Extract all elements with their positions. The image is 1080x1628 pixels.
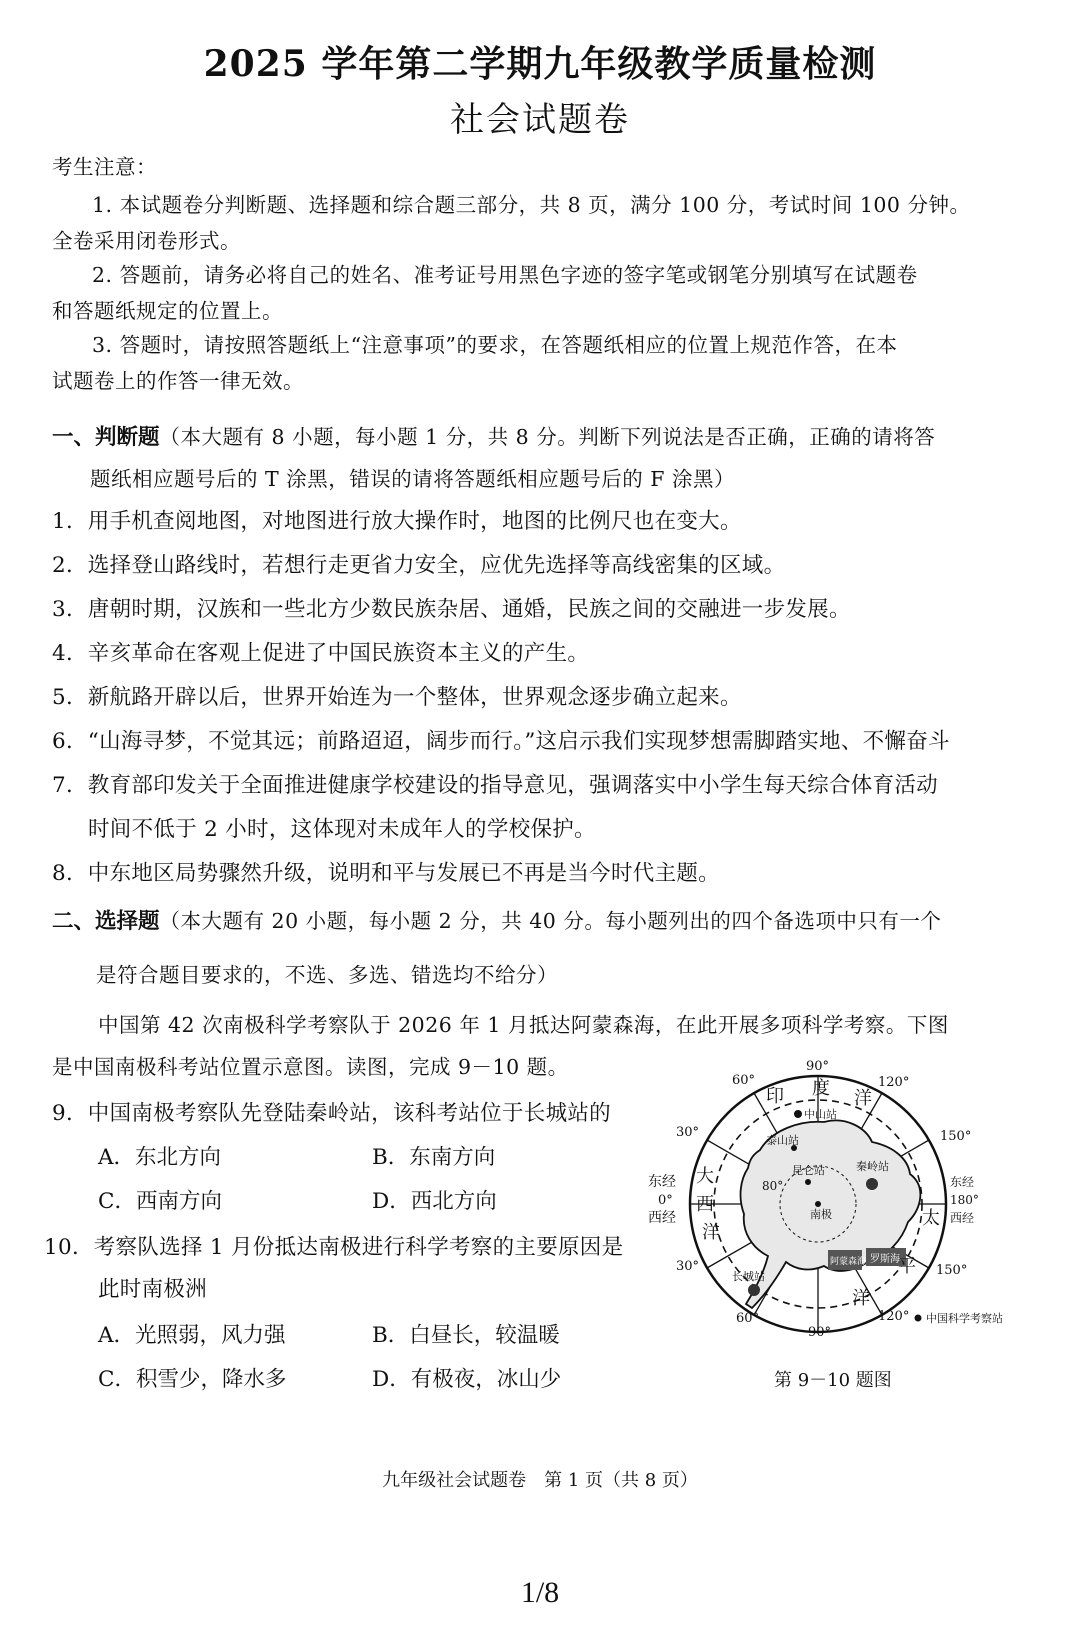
ocean-pacific-1: 太: [922, 1208, 940, 1229]
section2-header: [52, 904, 941, 935]
notice-item: 试题卷上的作答一律无效。: [52, 369, 304, 393]
judge-question-6: 6．“山海寻梦，不觉其远；前路迢迢，阔步而行。”这启示我们实现梦想需脚踏实地、不懈奋斗: [52, 729, 950, 754]
label-30-l: 30°: [676, 1125, 700, 1140]
material-intro-cont: 是中国南极科考站位置示意图。读图，完成 9－10 题。: [52, 1055, 569, 1079]
label-qinling: 秦岭站: [856, 1160, 889, 1173]
qinling-station-marker: [866, 1178, 878, 1190]
notice-item: 2. 答题前，请务必将自己的姓名、准考证号用黑色字迹的签字笔或钢笔分别填写在试题卷: [92, 263, 918, 287]
judge-question-3: 3．唐朝时期，汉族和一些北方少数民族杂居、通婚，民族之间的交融进一步发展。: [52, 597, 851, 622]
q9-option-d: D．西北方向: [372, 1189, 497, 1214]
ocean-indian-3: 洋: [854, 1088, 872, 1109]
judge-question-4: 4．辛亥革命在客观上促进了中国民族资本主义的产生。: [52, 641, 590, 666]
section2-desc-cont: 是符合题目要求的，不选、多选、错选均不给分）: [96, 963, 558, 987]
label-60-tl: 60°: [732, 1073, 756, 1088]
judge-question-1: 1．用手机查阅地图，对地图进行放大操作时，地图的比例尺也在变大。: [52, 509, 742, 534]
ocean-atlantic-2: 西: [696, 1194, 714, 1215]
notice-item: 1. 本试题卷分判断题、选择题和综合题三部分，共 8 页，满分 100 分，考试时间 100 分钟。: [92, 193, 971, 217]
section2-desc: （本大题有 20 小题，每小题 2 分，共 40 分。每小题列出的四个备选项中只有一个: [159, 909, 942, 933]
label-south-pole: 南极: [810, 1208, 832, 1221]
section1-desc-cont: 题纸相应题号后的 T 涂黑，错误的请将答题纸相应题号后的 F 涂黑）: [90, 467, 735, 491]
q9-option-b: B．东南方向: [372, 1145, 496, 1170]
label-west-r: 西经: [950, 1211, 975, 1225]
section1-header: [52, 420, 935, 451]
q10-option-d: D．有极夜，冰山少: [372, 1367, 562, 1392]
map-legend: [915, 1311, 1004, 1325]
judge-question-8: 8．中东地区局势骤然升级，说明和平与发展已不再是当今时代主题。: [52, 861, 720, 886]
label-taishan: 泰山站: [766, 1134, 799, 1147]
label-kunlun: 昆仑站: [792, 1164, 825, 1177]
label-west-l: 西经: [648, 1210, 676, 1226]
judge-question-7-cont: 时间不低于 2 小时，这体现对未成年人的学校保护。: [88, 817, 596, 842]
q10-option-a: A．光照弱，风力强: [98, 1323, 286, 1348]
label-90-top: 90°: [806, 1059, 830, 1074]
label-zhongshan: 中山站: [804, 1108, 837, 1121]
ocean-pacific-3: 洋: [852, 1288, 870, 1309]
exam-title: 2025 学年第二学期九年级教学质量检测: [203, 43, 877, 85]
notice-item: 3. 答题时，请按照答题纸上“注意事项”的要求，在答题纸相应的位置上规范作答，在本: [92, 333, 898, 357]
legend-label: 中国科学考察站: [926, 1312, 1003, 1325]
judge-question-2: 2．选择登山路线时，若想行走更省力安全，应优先选择等高线密集的区域。: [52, 553, 786, 578]
notice-item: 和答题纸规定的位置上。: [52, 299, 283, 323]
label-zero: 0°: [658, 1193, 673, 1208]
label-east-r: 东经: [950, 1175, 975, 1189]
ocean-atlantic-3: 洋: [702, 1222, 720, 1243]
ocean-indian-2: 度: [812, 1078, 830, 1099]
label-30-bl: 30°: [676, 1259, 700, 1274]
label-180: 180°: [950, 1193, 979, 1207]
section1-title: 一、判断题: [52, 425, 160, 450]
label-150-r: 150°: [940, 1129, 972, 1144]
exam-subtitle: 社会试题卷: [450, 100, 630, 140]
label-120-tr: 120°: [878, 1075, 910, 1090]
label-90-bottom: 90°: [808, 1325, 832, 1340]
page-footer: 九年级社会试题卷 第 1 页（共 8 页）: [382, 1470, 698, 1491]
question-9-stem: 9．中国南极考察队先登陆秦岭站，该科考站位于长城站的: [52, 1101, 611, 1126]
q9-option-c: C．西南方向: [98, 1189, 222, 1214]
judge-question-7: 7．教育部印发关于全面推进健康学校建设的指导意见，强调落实中小学生每天综合体育活动: [52, 773, 938, 798]
ocean-pacific-2: 平: [898, 1256, 916, 1277]
map-caption: 第 9－10 题图: [774, 1370, 892, 1391]
q10-option-c: C．积雪少，降水多: [98, 1367, 287, 1392]
ocean-atlantic-1: 大: [696, 1166, 714, 1187]
label-ross-sea: 罗斯海: [870, 1254, 900, 1265]
label-120-br: 120°: [878, 1309, 910, 1324]
label-amundsen-sea: 阿蒙森海: [830, 1257, 867, 1267]
zhongshan-station-marker: [794, 1110, 802, 1118]
ocean-indian-1: 印: [766, 1086, 784, 1107]
label-150-br: 150°: [936, 1263, 968, 1278]
kunlun-station-marker: [805, 1179, 811, 1185]
page-number: 1/8: [520, 1576, 560, 1609]
label-80: 80°: [762, 1179, 784, 1193]
antarctic-station-map: [640, 1058, 1040, 1398]
question-10-stem-cont: 此时南极洲: [98, 1277, 208, 1302]
section1-desc: （本大题有 8 小题，每小题 1 分，共 8 分。判断下列说法是否正确，正确的请将答: [159, 425, 936, 449]
material-intro: 中国第 42 次南极科学考察队于 2026 年 1 月抵达阿蒙森海，在此开展多项科学考察。下图: [98, 1013, 949, 1037]
label-changcheng: 长城站: [732, 1270, 765, 1283]
section2-title: 二、选择题: [52, 909, 160, 934]
q9-option-a: A．东北方向: [98, 1145, 222, 1170]
q10-option-b: B．白昼长，较温暖: [372, 1323, 560, 1348]
label-east-l: 东经: [648, 1174, 676, 1190]
changcheng-station-marker: [748, 1284, 760, 1296]
notice-item: 全卷采用闭卷形式。: [52, 229, 241, 253]
judge-question-5: 5．新航路开辟以后，世界开始连为一个整体，世界观念逐步确立起来。: [52, 685, 742, 710]
notice-heading: 考生注意：: [52, 155, 157, 179]
question-10-stem: 10．考察队选择 1 月份抵达南极进行科学考察的主要原因是: [44, 1235, 624, 1260]
label-60-bl: 60°: [736, 1311, 760, 1326]
